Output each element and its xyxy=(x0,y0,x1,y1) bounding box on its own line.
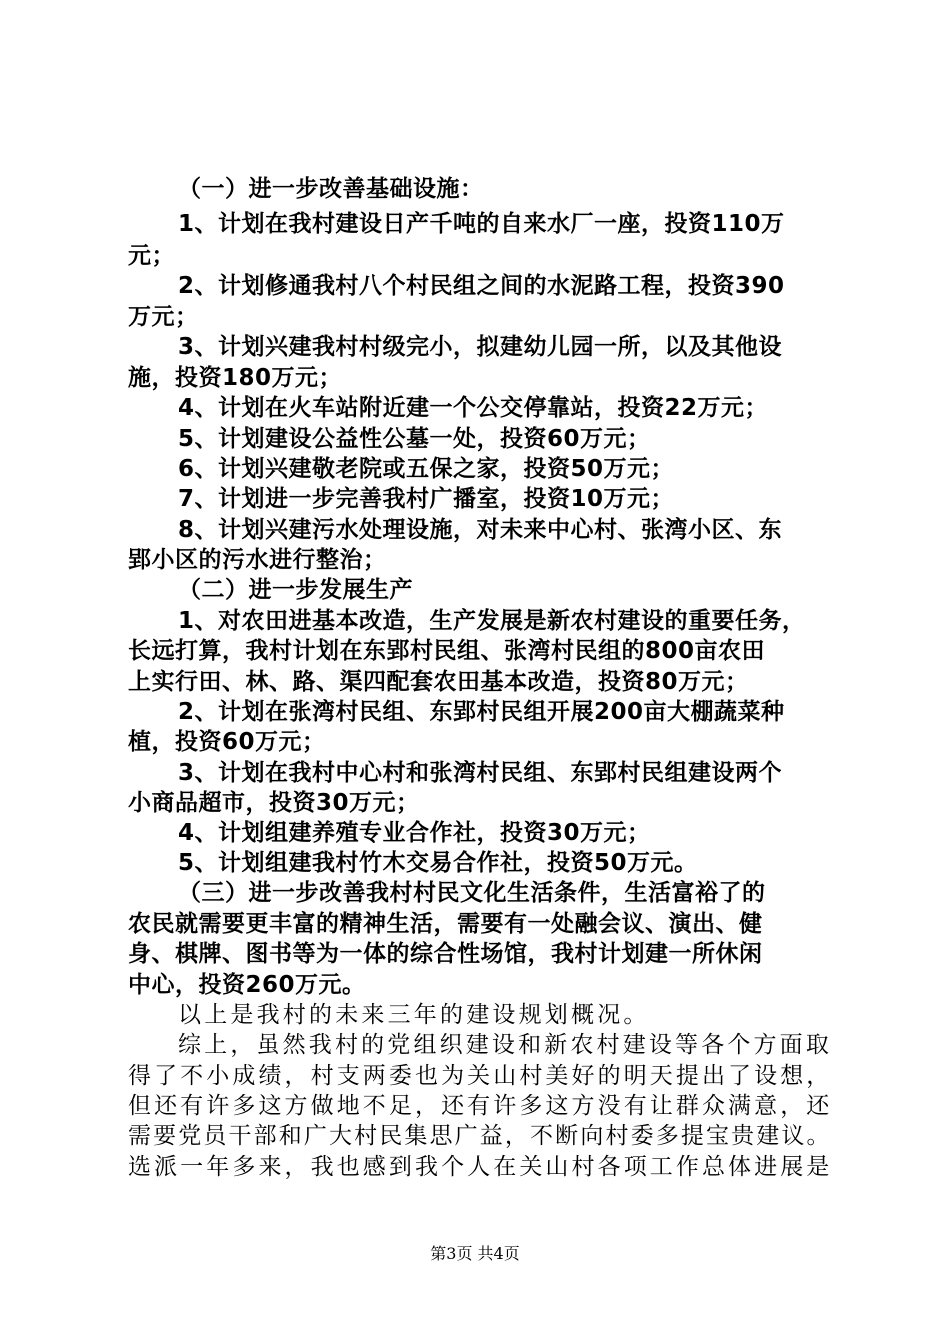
paragraph-line: 3、计划兴建我村村级完小，拟建幼儿园一所，以及其他设 xyxy=(178,334,783,360)
paragraph-line: 但还有许多这方做地不足，还有许多这方没有让群众满意，还 xyxy=(128,1093,833,1119)
paragraph-line: 5、计划建设公益性公墓一处，投资60万元； xyxy=(178,426,651,452)
paragraph-line: 4、计划组建养殖专业合作社，投资30万元； xyxy=(178,820,651,846)
paragraph-line: 小商品超市，投资30万元； xyxy=(128,790,420,816)
paragraph-line: 上实行田、林、路、渠四配套农田基本改造，投资80万元； xyxy=(128,669,749,695)
paragraph-line: 身、棋牌、图书等为一体的综合性场馆，我村计划建一所休闲 xyxy=(128,941,763,967)
paragraph-line: 郢小区的污水进行整治； xyxy=(128,547,387,573)
paragraph-line: 选派一年多来，我也感到我个人在关山村各项工作总体进展是 xyxy=(128,1154,833,1180)
section-heading-3: （三）进一步改善我村村民文化生活条件，生活富裕了的 xyxy=(178,880,766,906)
paragraph-line: 中心，投资260万元。 xyxy=(128,972,366,998)
page-footer: 第3页 共4页 xyxy=(430,1244,520,1263)
paragraph-line: 得了不小成绩，村支两委也为关山村美好的明天提出了设想， xyxy=(128,1063,833,1089)
paragraph-line: 元； xyxy=(128,243,175,269)
paragraph-line: 1、对农田进基本改造，生产发展是新农村建设的重要任务， xyxy=(178,608,806,634)
paragraph-line: 2、计划修通我村八个村民组之间的水泥路工程，投资390 xyxy=(178,273,785,299)
paragraph-line: 农民就需要更丰富的精神生活，需要有一处融会议、演出、健 xyxy=(128,911,763,937)
paragraph-line: 以上是我村的未来三年的建设规划概况。 xyxy=(178,1002,650,1028)
paragraph-line: 5、计划组建我村竹木交易合作社，投资50万元。 xyxy=(178,850,698,876)
paragraph-line: 万元； xyxy=(128,304,199,330)
paragraph-line: 长远打算，我村计划在东郢村民组、张湾村民组的800亩农田 xyxy=(128,638,766,664)
paragraph-line: 2、计划在张湾村民组、东郢村民组开展200亩大棚蔬菜种 xyxy=(178,699,785,725)
paragraph-line: 综上，虽然我村的党组织建设和新农村建设等各个方面取 xyxy=(178,1032,832,1058)
paragraph-line: 8、计划兴建污水处理设施，对未来中心村、张湾小区、东 xyxy=(178,517,783,543)
paragraph-line: 施，投资180万元； xyxy=(128,365,343,391)
section-heading-2: （二）进一步发展生产 xyxy=(178,577,413,603)
paragraph-line: 1、计划在我村建设日产千吨的自来水厂一座，投资110万 xyxy=(178,211,785,237)
paragraph-line: 6、计划兴建敬老院或五保之家，投资50万元； xyxy=(178,456,675,482)
paragraph-line: 植，投资60万元； xyxy=(128,729,326,755)
paragraph-line: 4、计划在火车站附近建一个公交停靠站，投资22万元； xyxy=(178,395,769,421)
paragraph-line: 7、计划进一步完善我村广播室，投资10万元； xyxy=(178,486,675,512)
section-heading-1: （一）进一步改善基础设施： xyxy=(178,176,484,202)
paragraph-line: 3、计划在我村中心村和张湾村民组、东郢村民组建设两个 xyxy=(178,760,783,786)
paragraph-line: 需要党员干部和广大村民集思广益，不断向村委多提宝贵建议。 xyxy=(128,1123,832,1149)
